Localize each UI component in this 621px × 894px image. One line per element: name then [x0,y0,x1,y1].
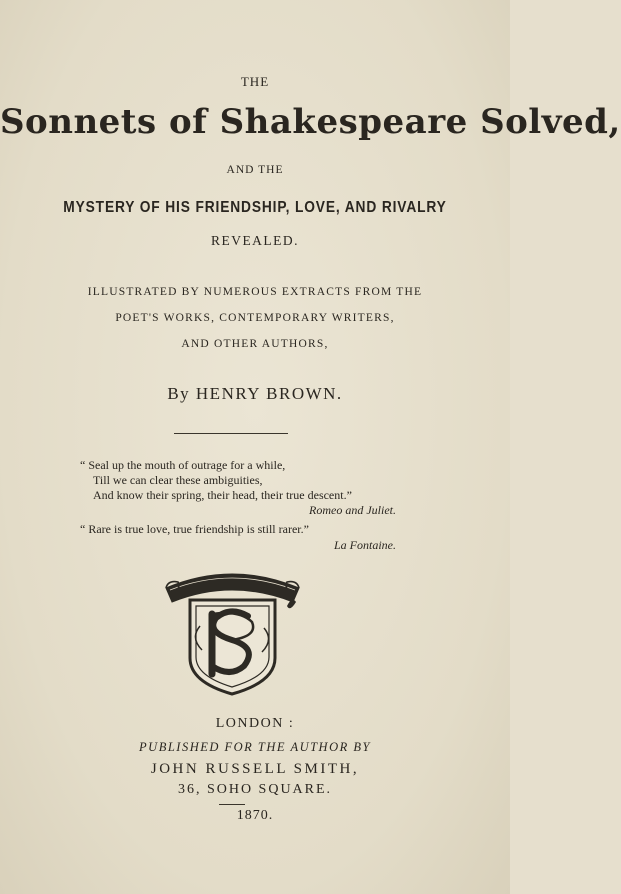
subtitle: MYSTERY OF HIS FRIENDSHIP, LOVE, AND RIVALRY [63,199,447,216]
epigraph-1-line-3: And know their spring, their head, their true descent.” [93,488,352,502]
by-label: By [167,384,191,403]
title-the: THE [240,74,270,89]
epigraph-2-line-1: “ Rare is true love, true friendship is still rarer.” [80,522,309,536]
epigraph-1-attribution: Romeo and Juliet. [309,503,396,517]
divider-rule [174,433,288,434]
imprint-publisher: JOHN RUSSELL SMITH, [150,761,360,777]
epigraph-2-attribution: La Fontaine. [334,538,396,552]
imprint-published: PUBLISHED FOR THE AUTHOR BY [139,740,371,754]
author-line [0,384,510,404]
imprint-rule [219,804,245,805]
subtitle-revealed: REVEALED. [210,233,300,248]
illustrated-line-3: AND OTHER AUTHORS, [181,338,329,350]
epigraph-1-line-1: “ Seal up the mouth of outrage for a while, [80,458,286,472]
epigraph-1-line-2: Till we can clear these ambiguities, [93,473,263,487]
printers-device-icon [160,566,305,698]
imprint-city: LONDON : [215,716,295,731]
imprint-year: 1870. [236,808,274,823]
main-title: Sonnets of Shakespeare Solved, [0,102,621,142]
imprint-address: 36, SOHO SQUARE. [177,782,333,797]
author-name: HENRY BROWN. [195,384,343,403]
illustrated-line-2: POET'S WORKS, CONTEMPORARY WRITERS, [115,312,395,324]
title-and-the: AND THE [226,164,284,176]
illustrated-line-1: ILLUSTRATED BY NUMEROUS EXTRACTS FROM THE [87,286,423,298]
